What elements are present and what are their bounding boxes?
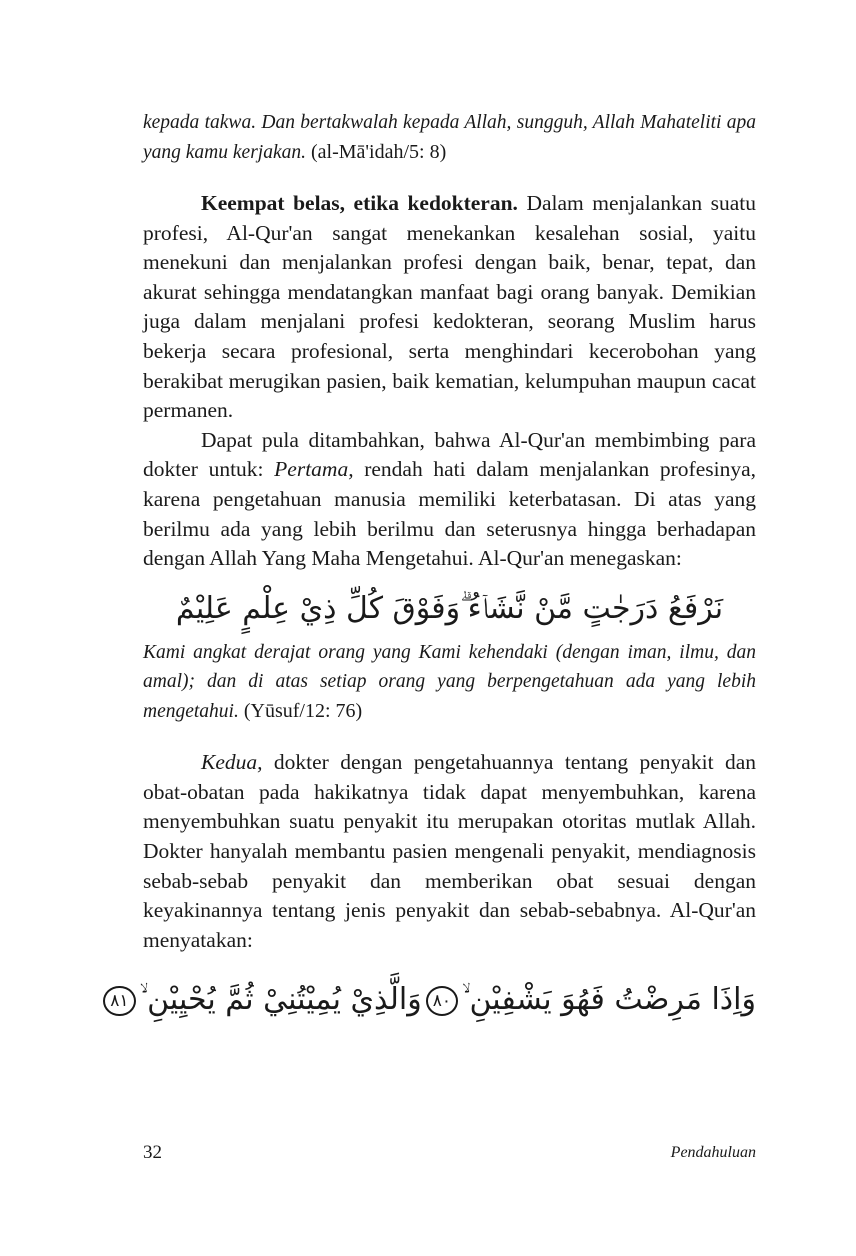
paragraph-text: dokter dengan pengetahuannya tentang penyakit dan obat-obatan pada hakikatnya tidak dapat menyembuhkan, karena menyembuhkan suatu penyakit itu merupakan otoritas mutlak Allah. Dokter hanyalah membantu pasien mengenali penyakit, mendiagnosis sebab-sebab penyakit dan memberikan obat sesuai dengan keyakinannya tentang jenis penyakit dan sebab-sebabnya. Al-Qur'an menyatakan:	[143, 750, 756, 952]
arabic-verse-shuara	[110, 977, 756, 1023]
page-number: 32	[143, 1142, 162, 1163]
verse-81: وَالَّذِيْ يُمِيْتُنِيْ ثُمَّ يُحْيِيْنِ ۙ	[139, 982, 422, 1018]
quote-reference: (Yūsuf/12: 76)	[238, 699, 363, 722]
page-body	[110, 108, 756, 1023]
paragraph-text: Dalam menjalankan suatu profesi, Al-Qur'an sangat menekankan kesalehan sosial, yaitu menekuni dan menjalankan profesi dengan baik, benar, tepat, dan akurat sehingga mendatangkan manfaat bagi orang banyak. Demikian juga dalam menjalani profesi kedokteran, seorang Muslim harus bekerja secara profesional, serta menghindari kecerobohan yang berakibat merugikan pasien, baik kematian, kelumpuhan maupun cacat permanen.	[143, 191, 756, 423]
quote-translation-text: kepada takwa. Dan bertakwalah kepada Allah, sungguh, Allah Mahateliti apa yang kamu kerjakan.	[143, 112, 756, 163]
emphasis-second: Kedua,	[201, 750, 263, 775]
section-heading: Keempat belas, etika kedokteran.	[201, 191, 518, 215]
emphasis-first: Pertama,	[274, 457, 354, 482]
arabic-verse-yusuf: نَرْفَعُ دَرَجٰتٍ مَّنْ نَّشَاۤءُ ۗوَفَوْقَ كُلِّ ذِيْ عِلْمٍ عَلِيْمٌ	[175, 590, 724, 626]
paragraph-second-point	[143, 748, 756, 955]
paragraph-text: rendah hati dalam menjalankan profesinya, karena pengetahuan manusia memiliki keterbatasan. Di atas yang berilmu ada yang lebih berilmu dan seterusnya hingga berhadapan dengan Allah Yang Maha Mengetahui. Al-Qur'an menegaskan:	[143, 457, 756, 571]
ayah-number-81: ٨١	[103, 986, 135, 1016]
paragraph-medical-ethics	[143, 189, 756, 426]
paragraph-first-point	[143, 426, 756, 574]
paragraph-translation-yusuf	[143, 638, 756, 727]
quote-reference: (al-Mā'idah/5: 8)	[306, 140, 447, 163]
quote-translation-text: Kami angkat derajat orang yang Kami kehendaki (dengan iman, ilmu, dan amal); dan di atas setiap orang yang berpengetahuan ada yang lebih mengetahui.	[143, 641, 756, 722]
ayah-number-80: ٨٠	[426, 986, 458, 1016]
paragraph-quote-end	[143, 108, 756, 167]
paragraph-text: Dapat pula ditambahkan, bahwa Al-Qur'an membimbing para dokter untuk:	[143, 427, 756, 482]
verse-80: وَاِذَا مَرِضْتُ فَهُوَ يَشْفِيْنِ ۙ	[461, 982, 756, 1018]
section-name: Pendahuluan	[670, 1144, 756, 1161]
